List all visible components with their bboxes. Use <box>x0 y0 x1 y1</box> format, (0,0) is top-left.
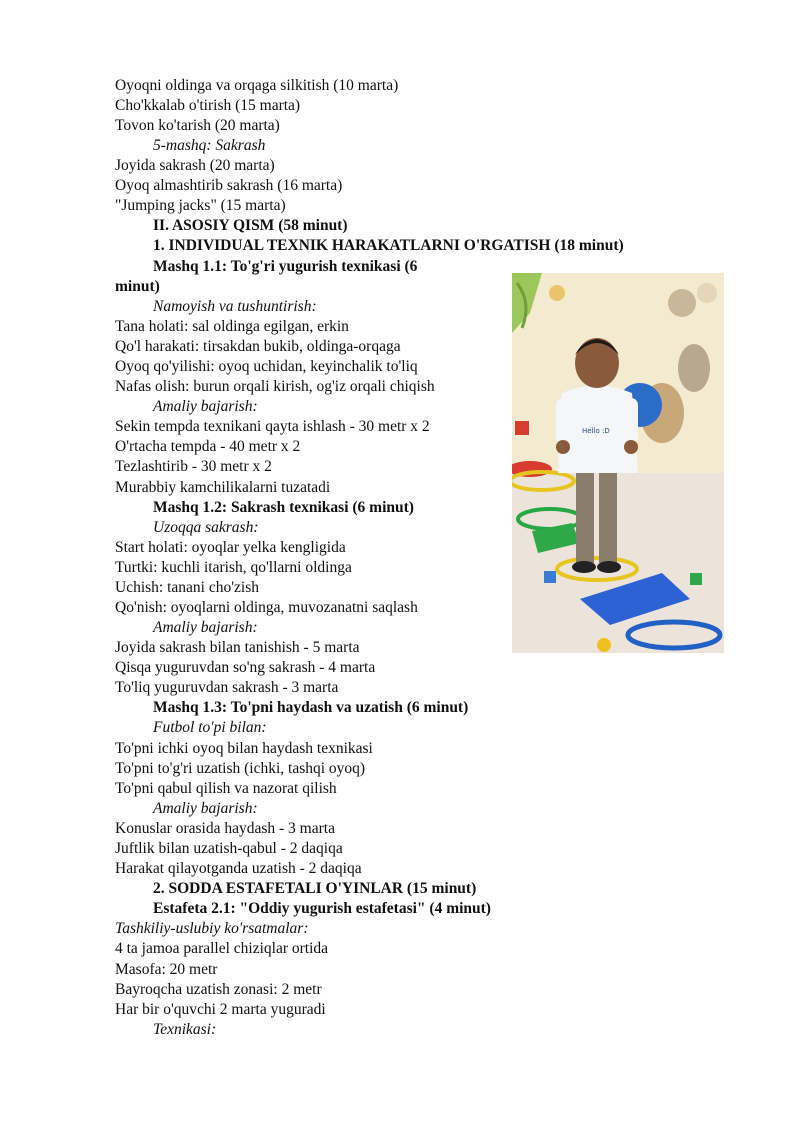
text-line: Joyida sakrash (20 marta) <box>115 157 275 174</box>
subheading: Amaliy bajarish: <box>153 398 258 415</box>
text-line: Joyida sakrash bilan tanishish - 5 marta <box>115 639 360 656</box>
section-heading: 1. INDIVIDUAL TEXNIK HARAKATLARNI O'RGATISH (18 minut) <box>153 237 624 254</box>
subheading: Namoyish va tushuntirish: <box>153 298 317 315</box>
subheading: Amaliy bajarish: <box>153 619 258 636</box>
text-line: Oyoq qo'yilishi: oyoq uchidan, keyinchalik to'liq <box>115 358 418 375</box>
exercise-heading: Mashq 1.3: To'pni haydash va uzatish (6 minut) <box>153 699 469 716</box>
text-line: Bayroqcha uzatish zonasi: 2 metr <box>115 981 322 998</box>
subheading: Futbol to'pi bilan: <box>153 719 267 736</box>
text-line: Qo'l harakati: tirsakdan bukib, oldinga-orqaga <box>115 338 401 355</box>
text-line: Nafas olish: burun orqali kirish, og'iz orqali chiqish <box>115 378 435 395</box>
text-line: To'pni qabul qilish va nazorat qilish <box>115 780 337 797</box>
subheading: Texnikasi: <box>153 1021 217 1038</box>
subheading: Tashkiliy-uslubiy ko'rsatmalar: <box>115 920 309 937</box>
text-line: Konuslar orasida haydash - 3 marta <box>115 820 335 837</box>
text-line: Harakat qilayotganda uzatish - 2 daqiqa <box>115 860 362 877</box>
subheading: Amaliy bajarish: <box>153 800 258 817</box>
shirt-print-text: Hello :D <box>582 427 610 435</box>
text-line: To'pni to'g'ri uzatish (ichki, tashqi oyoq) <box>115 760 366 777</box>
text-line: 4 ta jamoa parallel chiziqlar ortida <box>115 940 329 957</box>
exercise-heading: Estafeta 2.1: "Oddiy yugurish estafetasi" (4 minut) <box>153 900 491 917</box>
text-line: Cho'kkalab o'tirish (15 marta) <box>115 97 301 114</box>
text-line: Juftlik bilan uzatish-qabul - 2 daqiqa <box>115 840 343 857</box>
text-line: Har bir o'quvchi 2 marta yuguradi <box>115 1001 326 1018</box>
child-standing-in-hoop-photo <box>512 273 724 653</box>
text-line: "Jumping jacks" (15 marta) <box>115 197 286 214</box>
subheading: Uzoqqa sakrash: <box>153 519 259 536</box>
text-line: Tovon ko'tarish (20 marta) <box>115 117 280 134</box>
text-line: Oyoqni oldinga va orqaga silkitish (10 marta) <box>115 77 399 94</box>
text-line: Start holati: oyoqlar yelka kengligida <box>115 539 346 556</box>
section-heading: II. ASOSIY QISM (58 minut) <box>153 217 348 234</box>
section-heading: 2. SODDA ESTAFETALI O'YINLAR (15 minut) <box>153 880 477 897</box>
text-line: Qisqa yuguruvdan so'ng sakrash - 4 marta <box>115 659 376 676</box>
text-line: Tezlashtirib - 30 metr x 2 <box>115 458 272 475</box>
text-line: To'pni ichki oyoq bilan haydash texnikasi <box>115 740 373 757</box>
text-line: Murabbiy kamchilikalarni tuzatadi <box>115 479 331 496</box>
text-line: Masofa: 20 metr <box>115 961 218 978</box>
exercise-heading: Mashq 1.1: To'g'ri yugurish texnikasi (6 <box>153 258 418 275</box>
exercise-heading: Mashq 1.2: Sakrash texnikasi (6 minut) <box>153 499 414 516</box>
text-line: O'rtacha tempda - 40 metr x 2 <box>115 438 301 455</box>
text-line: Turtki: kuchli itarish, qo'llarni oldinga <box>115 559 352 576</box>
text-line: Sekin tempda texnikani qayta ishlash - 30 metr x 2 <box>115 418 430 435</box>
text-line: Uchish: tanani cho'zish <box>115 579 259 596</box>
exercise-heading: 5-mashq: Sakrash <box>153 137 266 154</box>
text-line: Oyoq almashtirib sakrash (16 marta) <box>115 177 343 194</box>
exercise-heading-cont: minut) <box>115 278 160 295</box>
text-line: To'liq yuguruvdan sakrash - 3 marta <box>115 679 339 696</box>
text-line: Qo'nish: oyoqlarni oldinga, muvozanatni saqlash <box>115 599 418 616</box>
text-line: Tana holati: sal oldinga egilgan, erkin <box>115 318 349 335</box>
